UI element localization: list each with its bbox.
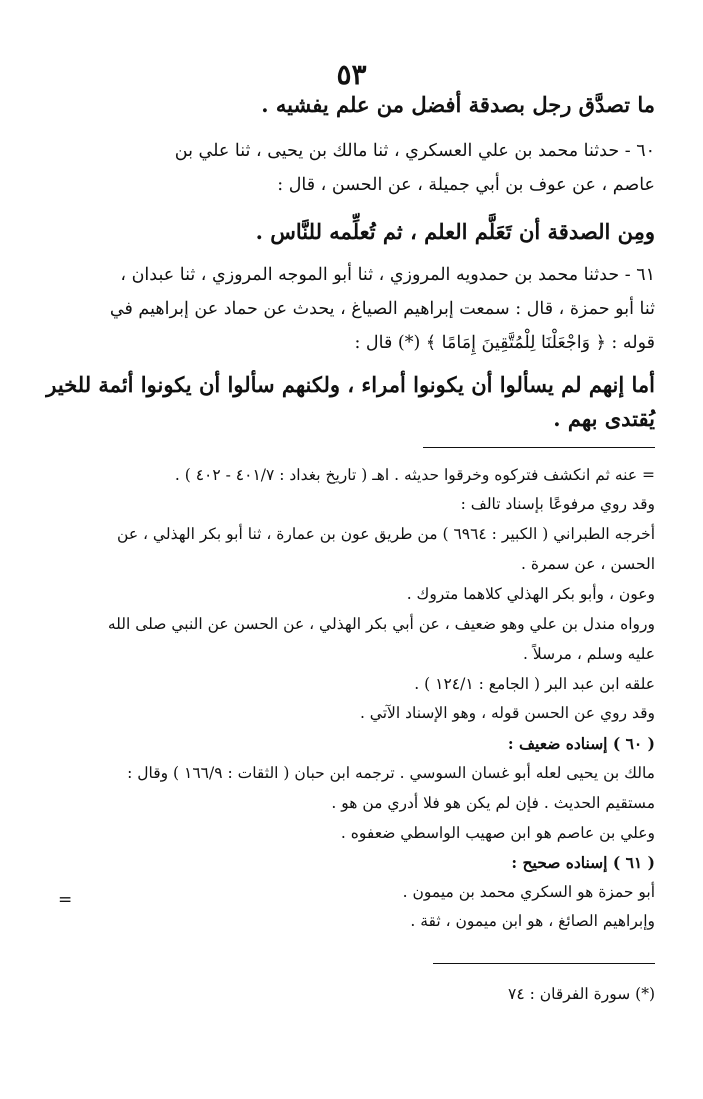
footnote-divider bbox=[433, 963, 655, 964]
note-line: عليه وسلم ، مرسلاً . bbox=[522, 645, 655, 663]
notes-divider bbox=[423, 447, 655, 448]
note-line: ورواه مندل بن علي وهو ضعيف ، عن أبي بكر الهذلي ، عن الحسن عن النبي صلى الله bbox=[107, 615, 655, 633]
hadith-60-chain-line-1: ٦٠ - حدثنا محمد بن علي العسكري ، ثنا مالك بن يحيى ، ثنا علي بن bbox=[174, 141, 655, 161]
footnote: (*) سورة الفرقان : ٧٤ bbox=[508, 985, 655, 1003]
note-line: وعلي بن عاصم هو ابن صهيب الواسطي ضعفوه . bbox=[340, 824, 655, 842]
note-line: مالك بن يحيى لعله أبو غسان السوسي . ترجمه ابن حبان ( الثقات : ١٦٦/٩ ) وقال : bbox=[127, 764, 655, 782]
note-line: مستقيم الحديث . فإن لم يكن هو فلا أدري من هو . bbox=[331, 794, 655, 812]
note-line: أبو حمزة هو السكري محمد بن ميمون . bbox=[402, 883, 655, 901]
note-line: الحسن ، عن سمرة . bbox=[521, 555, 655, 573]
note-heading-61: ( ٦١ ) إسناده صحيح : bbox=[511, 853, 655, 872]
hadith-61-text-line-2: يُقتدى بهم . bbox=[553, 406, 655, 431]
hadith-61-text-line-1: أما إنهم لم يسألوا أن يكونوا أمراء ، ولكنهم سألوا أن يكونوا أئمة للخير bbox=[46, 372, 655, 397]
hadith-60-chain-line-2: عاصم ، عن عوف بن أبي جميلة ، عن الحسن ، قال : bbox=[277, 175, 655, 195]
hadith-61-chain-line-2: ثنا أبو حمزة ، قال : سمعت إبراهيم الصياغ ، يحدث عن حماد عن إبراهيم في bbox=[109, 299, 655, 319]
note-line: وقد روي عن الحسن قوله ، وهو الإسناد الآتي . bbox=[359, 704, 655, 722]
hadith-61-chain-line-3: قوله : ﴿ وَاجْعَلْنَا لِلْمُتَّقِينَ إِمَامًا ﴾ (*) قال : bbox=[354, 333, 655, 353]
hadith-61-chain-line-1: ٦١ - حدثنا محمد بن حمدويه المروزي ، ثنا أبو الموجه المروزي ، ثنا عبدان ، bbox=[120, 265, 655, 285]
note-heading-60: ( ٦٠ ) إسناده ضعيف : bbox=[507, 734, 655, 753]
note-line: علقه ابن عبد البر ( الجامع : ١٢٤/١ ) . bbox=[414, 675, 655, 693]
note-line: وإبراهيم الصائغ ، هو ابن ميمون ، ثقة . bbox=[410, 912, 655, 930]
note-line: = عنه ثم انكشف فتركوه وخرقوا حديثه . اهـ ( تاريخ بغداد : ٤٠١/٧ - ٤٠٢ ) . bbox=[174, 466, 655, 484]
page-number: ٥٣ bbox=[336, 58, 367, 91]
hadith-59-text: ما تصدَّق رجل بصدقة أفضل من علم يفشيه . bbox=[261, 92, 655, 117]
continuation-mark: = bbox=[58, 890, 73, 910]
note-line: وعون ، وأبو بكر الهذلي كلاهما متروك . bbox=[406, 585, 655, 603]
note-line: وقد روي مرفوعًا بإسناد تالف : bbox=[460, 495, 655, 513]
note-line: أخرجه الطبراني ( الكبير : ٦٩٦٤ ) من طريق عون بن عمارة ، ثنا أبو بكر الهذلي ، عن bbox=[117, 525, 655, 543]
hadith-60-text: ومِن الصدقة أن تَعَلَّم العلم ، ثم تُعلِّمه للنَّاس . bbox=[255, 219, 655, 244]
